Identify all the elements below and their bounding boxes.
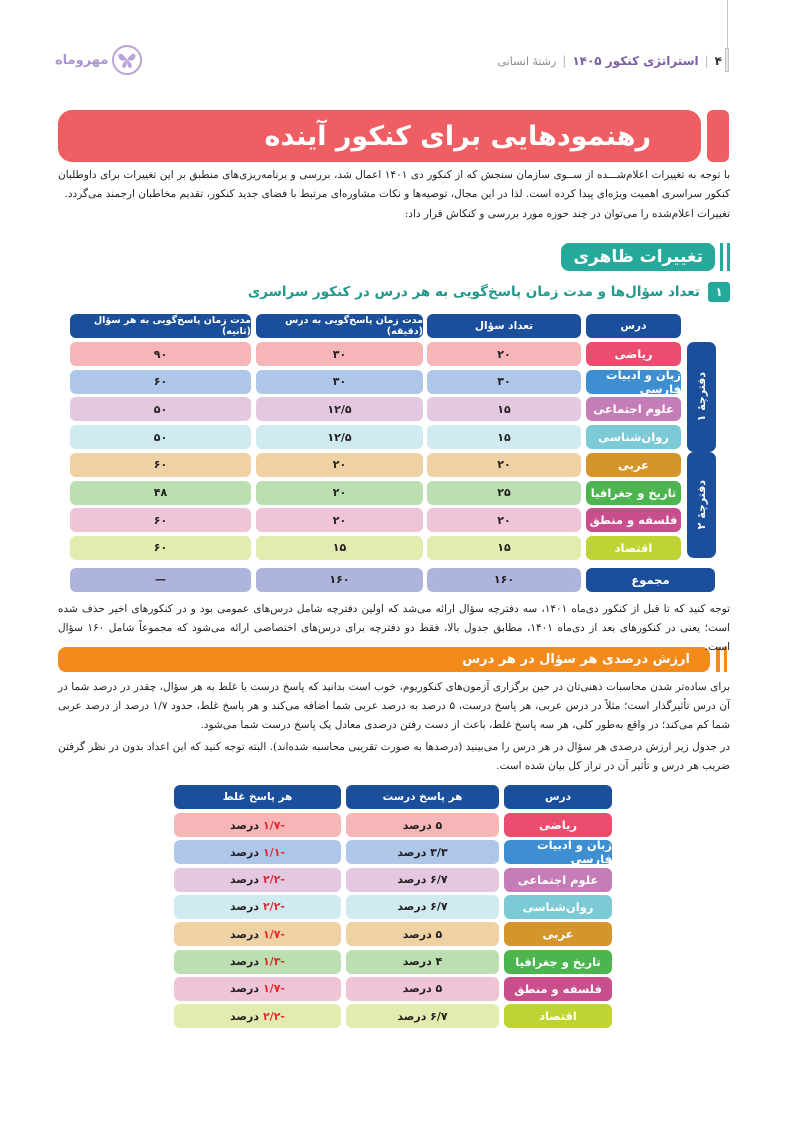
- questions-cell: ۱۵: [427, 425, 581, 449]
- questions-cell: ۲۰: [427, 508, 581, 532]
- subject-cell: عربی: [586, 453, 681, 477]
- note-paragraph: توجه کنید که تا قبل از کنکور دی‌ماه ۱۴۰۱، سه دفترچه سؤال ارائه می‌شد که اولین دفترچه شامل درس‌های عمومی بود و در کنکورهای اخیر حذف شده است؛ یعنی در کنکورهای بعد از دی‌ماه ۱۴۰۱، مطابق جدول بالا، فقط دو دفترچه برای درس‌های اختصاصی ارائه می‌شود که مجموعاً شامل ۱۶۰ سؤال است.: [58, 603, 730, 653]
- correct-value-cell: ۴ درصد: [346, 950, 499, 974]
- questions-cell: ۱۵: [427, 536, 581, 560]
- wrong-value-cell: [174, 895, 341, 919]
- subject-cell: ریاضی: [504, 813, 612, 837]
- negative-value: -۱/۷: [262, 982, 285, 996]
- correct-value-cell: ۵ درصد: [346, 977, 499, 1001]
- questions-cell: ۲۰: [427, 453, 581, 477]
- seconds-cell: ۶۰: [70, 508, 251, 532]
- page-title-banner: [58, 110, 701, 162]
- subject-cell: ریاضی: [586, 342, 681, 366]
- negative-value: -۱/۱: [262, 845, 285, 859]
- subject-cell: روان‌شناسی: [586, 425, 681, 449]
- correct-value-cell: ۶/۷ درصد: [346, 895, 499, 919]
- book-title: استراتژی کنکور ۱۴۰۵: [572, 54, 699, 68]
- questions-cell: ۱۶۰: [427, 568, 581, 592]
- questions-cell: ۳۰: [427, 370, 581, 394]
- subject-cell: تاریخ و جغرافیا: [504, 950, 612, 974]
- butterfly-icon: [112, 45, 142, 75]
- seconds-cell: —: [70, 568, 251, 592]
- subject-cell: اقتصاد: [586, 536, 681, 560]
- section2-title: ارزش درصدی هر سؤال در هر درس: [462, 652, 690, 667]
- unit-label: درصد: [230, 955, 259, 968]
- wrong-value-cell: [174, 813, 341, 837]
- negative-value: -۲/۲: [262, 1009, 285, 1023]
- subject-cell: زبان و ادبیات فارسی: [586, 370, 681, 394]
- unit-label: درصد: [230, 900, 259, 914]
- logo-text: مهروماه: [55, 52, 109, 68]
- negative-value: -۱/۷: [262, 818, 285, 832]
- seconds-cell: ۵۰: [70, 397, 251, 421]
- seconds-cell: ۶۰: [70, 370, 251, 394]
- header-separator: |: [704, 54, 709, 68]
- negative-value: -۱/۳: [262, 955, 285, 968]
- minutes-cell: ۳۰: [256, 370, 423, 394]
- subsection-heading: [248, 281, 730, 303]
- subject-cell: زبان و ادبیات فارسی: [504, 840, 612, 864]
- minutes-cell: ۱۲/۵: [256, 425, 423, 449]
- correct-value-cell: ۵ درصد: [346, 813, 499, 837]
- header-separator: |: [562, 54, 567, 68]
- negative-value: -۲/۲: [262, 900, 285, 914]
- seconds-cell: ۴۸: [70, 481, 251, 505]
- subsection-title: تعداد سؤال‌ها و مدت زمان پاسخ‌گویی به هر درس در کنکور سراسری: [247, 284, 700, 300]
- unit-label: درصد: [230, 845, 259, 859]
- unit-label: درصد: [230, 873, 259, 887]
- subsection-number: ۱: [708, 282, 730, 302]
- section2-paragraph: در جدول زیر ارزش درصدی هر سؤال در هر درس را می‌بینید (درصدها به صورت تقریبی محاسبه شده‌اند). البته توجه کنید که این اعداد بدون در نظر گرفتن ضریب هر درس و تأثیر آن در تراز کل بیان شده است.: [58, 741, 730, 772]
- minutes-cell: ۱۵: [256, 536, 423, 560]
- table-header-correct: هر پاسخ درست: [346, 785, 499, 809]
- title-accent-bar: [707, 110, 729, 162]
- running-header: [498, 50, 723, 72]
- section-accent-bars: [720, 243, 730, 271]
- section-title-banner: [561, 243, 715, 271]
- minutes-cell: ۱۶۰: [256, 568, 423, 592]
- wrong-value-cell: [174, 1004, 341, 1028]
- questions-cell: ۲۵: [427, 481, 581, 505]
- booklet-2-label: دفترچهٔ ۲: [687, 452, 716, 558]
- subject-cell: اقتصاد: [504, 1004, 612, 1028]
- seconds-cell: ۶۰: [70, 536, 251, 560]
- minutes-cell: ۳۰: [256, 342, 423, 366]
- intro-line: تغییرات اعلام‌شده را می‌توان در چند حوزه مورد بررسی و کنکاش قرار داد:: [404, 208, 730, 220]
- total-label: مجموع: [586, 568, 715, 592]
- booklet-1-label: دفترچهٔ ۱: [687, 342, 716, 452]
- page-edge-tab: [725, 48, 729, 72]
- page-number: ۴: [714, 54, 722, 68]
- subject-cell: روان‌شناسی: [504, 895, 612, 919]
- unit-label: درصد: [230, 818, 259, 832]
- unit-label: درصد: [230, 982, 259, 996]
- intro-paragraph: با توجه به تغییرات اعلام‌شـــده از ســوی سازمان سنجش که از کنکور دی ۱۴۰۱ اعمال شد، بررسی و برنامه‌ریزی‌های منطبق بر این تغییرات برای داوطلبان کنکور سراسری اهمیت ویژه‌ای پیدا کرده است. لذا در این مجال، توصیه‌ها و نکات مشاوره‌ای مرتبط با فضای جدید کنکور، تقدیم مخاطبان ارجمند می‌گردد.: [58, 169, 730, 200]
- correct-value-cell: ۳/۳ درصد: [346, 840, 499, 864]
- subject-cell: فلسفه و منطق: [586, 508, 681, 532]
- unit-label: درصد: [230, 927, 259, 941]
- negative-value: -۲/۲: [262, 873, 285, 887]
- wrong-value-cell: [174, 950, 341, 974]
- wrong-value-cell: [174, 868, 341, 892]
- seconds-cell: ۵۰: [70, 425, 251, 449]
- correct-value-cell: ۵ درصد: [346, 922, 499, 946]
- minutes-cell: ۱۲/۵: [256, 397, 423, 421]
- subject-cell: عربی: [504, 922, 612, 946]
- section-title: تغییرات ظاهری: [573, 247, 703, 267]
- table-header-questions: تعداد سؤال: [427, 314, 581, 338]
- page-title: رهنمودهایی برای کنکور آینده: [264, 120, 651, 152]
- negative-value: -۱/۷: [262, 927, 285, 941]
- field-name: رشتهٔ انسانی: [497, 54, 557, 68]
- seconds-cell: ۶۰: [70, 453, 251, 477]
- minutes-cell: ۲۰: [256, 481, 423, 505]
- wrong-value-cell: [174, 922, 341, 946]
- subject-cell: فلسفه و منطق: [504, 977, 612, 1001]
- unit-label: درصد: [230, 1009, 259, 1023]
- minutes-cell: ۲۰: [256, 453, 423, 477]
- table-header-wrong: هر پاسخ غلط: [174, 785, 341, 809]
- subject-cell: علوم اجتماعی: [586, 397, 681, 421]
- subject-cell: تاریخ و جغرافیا: [586, 481, 681, 505]
- correct-value-cell: ۶/۷ درصد: [346, 868, 499, 892]
- minutes-cell: ۲۰: [256, 508, 423, 532]
- wrong-value-cell: [174, 840, 341, 864]
- section2-paragraph: برای ساده‌تر شدن محاسبات ذهنی‌تان در حین برگزاری آزمون‌های کنکوریوم، خوب است بدانید که پاسخ درست یا غلط به هر سؤال، چقدر در درصد شما در آن درس تأثیرگذار است؛ مثلاً در درس عربی، هر پاسخ درست، ۵ درصد به درصد عربی شما اضافه می‌کند و هر پاسخ غلط، حدود ۱/۷ درصد از درصد عربی شما کم می‌کند؛ در واقع به‌طور کلی، هر سه پاسخ غلط، باعث از دست رفتن درصدی معادل یک پاسخ درست شما می‌شود.: [58, 681, 731, 731]
- table-header-minutes: مدت زمان پاسخ‌گویی به درس (دقیقه): [256, 314, 423, 338]
- wrong-value-cell: [174, 977, 341, 1001]
- table-header-subject: درس: [504, 785, 612, 809]
- table-header-seconds: مدت زمان پاسخ‌گویی به هر سؤال (ثانیه): [70, 314, 251, 338]
- questions-cell: ۱۵: [427, 397, 581, 421]
- correct-value-cell: ۶/۷ درصد: [346, 1004, 499, 1028]
- subject-cell: علوم اجتماعی: [504, 868, 612, 892]
- publisher-logo: [55, 45, 142, 75]
- questions-cell: ۲۰: [427, 342, 581, 366]
- seconds-cell: ۹۰: [70, 342, 251, 366]
- table-header-subject: درس: [586, 314, 681, 338]
